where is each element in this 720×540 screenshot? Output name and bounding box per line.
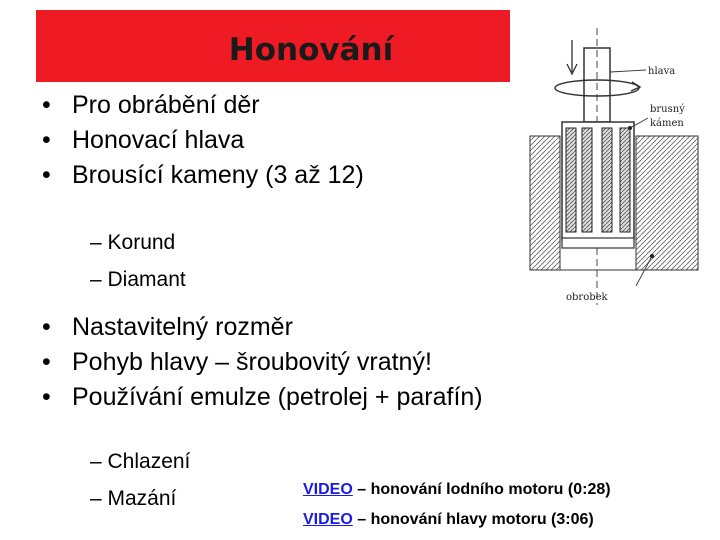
title-banner: [36, 10, 510, 82]
honing-diagram: [526, 20, 716, 310]
sub-item: – Diamant: [90, 268, 186, 291]
bullet-dot-icon: •: [42, 126, 51, 154]
sub-list-emulsion: [90, 443, 190, 517]
honing-stone: [566, 128, 576, 232]
bullet-list-mid: [28, 310, 483, 415]
label-kamen: kámen: [650, 118, 684, 129]
bullet-dot-icon: •: [42, 383, 51, 411]
honing-head-ring: [562, 238, 634, 248]
workpiece-left-wall: [530, 136, 560, 270]
leader-hlava: [610, 70, 646, 72]
bullet-item: • Používání emulze (petrolej + parafín): [28, 380, 483, 415]
bullet-dot-icon: •: [42, 348, 51, 376]
honing-stone: [582, 128, 592, 232]
video-link-1[interactable]: VIDEO: [303, 481, 353, 498]
bullet-item: • Pohyb hlavy – šroubovitý vratný!: [28, 345, 483, 380]
workpiece-right-wall: [636, 136, 698, 270]
video-desc-1: – honování lodního motoru (0:28): [352, 481, 611, 498]
sub-item: – Mazání: [90, 487, 177, 510]
bullet-item: • Honovací hlava: [28, 123, 364, 158]
video-link-2[interactable]: VIDEO: [303, 511, 353, 528]
label-brusny: brusný: [650, 104, 685, 115]
honing-diagram-svg: [526, 20, 716, 310]
bullet-item: • Brousící kameny (3 až 12): [28, 158, 364, 193]
sub-item: – Chlazení: [90, 450, 191, 473]
bullet-item: • Nastavitelný rozměr: [28, 310, 483, 345]
sub-list-abrasives: [90, 224, 186, 298]
bullet-dot-icon: •: [42, 91, 51, 119]
honing-stone: [620, 128, 630, 232]
sub-item: – Korund: [90, 231, 176, 254]
bullet-dot-icon: •: [42, 161, 51, 189]
label-obrobek: obrobek: [566, 292, 608, 303]
bullet-list-top: [28, 88, 364, 193]
label-hlava: hlava: [648, 66, 676, 77]
honing-stone: [602, 128, 612, 232]
bullet-dot-icon: •: [42, 313, 51, 341]
bullet-item: • Pro obrábění děr: [28, 88, 364, 123]
video-desc-2: – honování hlavy motoru (3:06): [352, 511, 594, 528]
video-line-2: [303, 511, 594, 529]
video-line-1: [303, 481, 611, 499]
slide-title: Honování: [228, 32, 394, 68]
